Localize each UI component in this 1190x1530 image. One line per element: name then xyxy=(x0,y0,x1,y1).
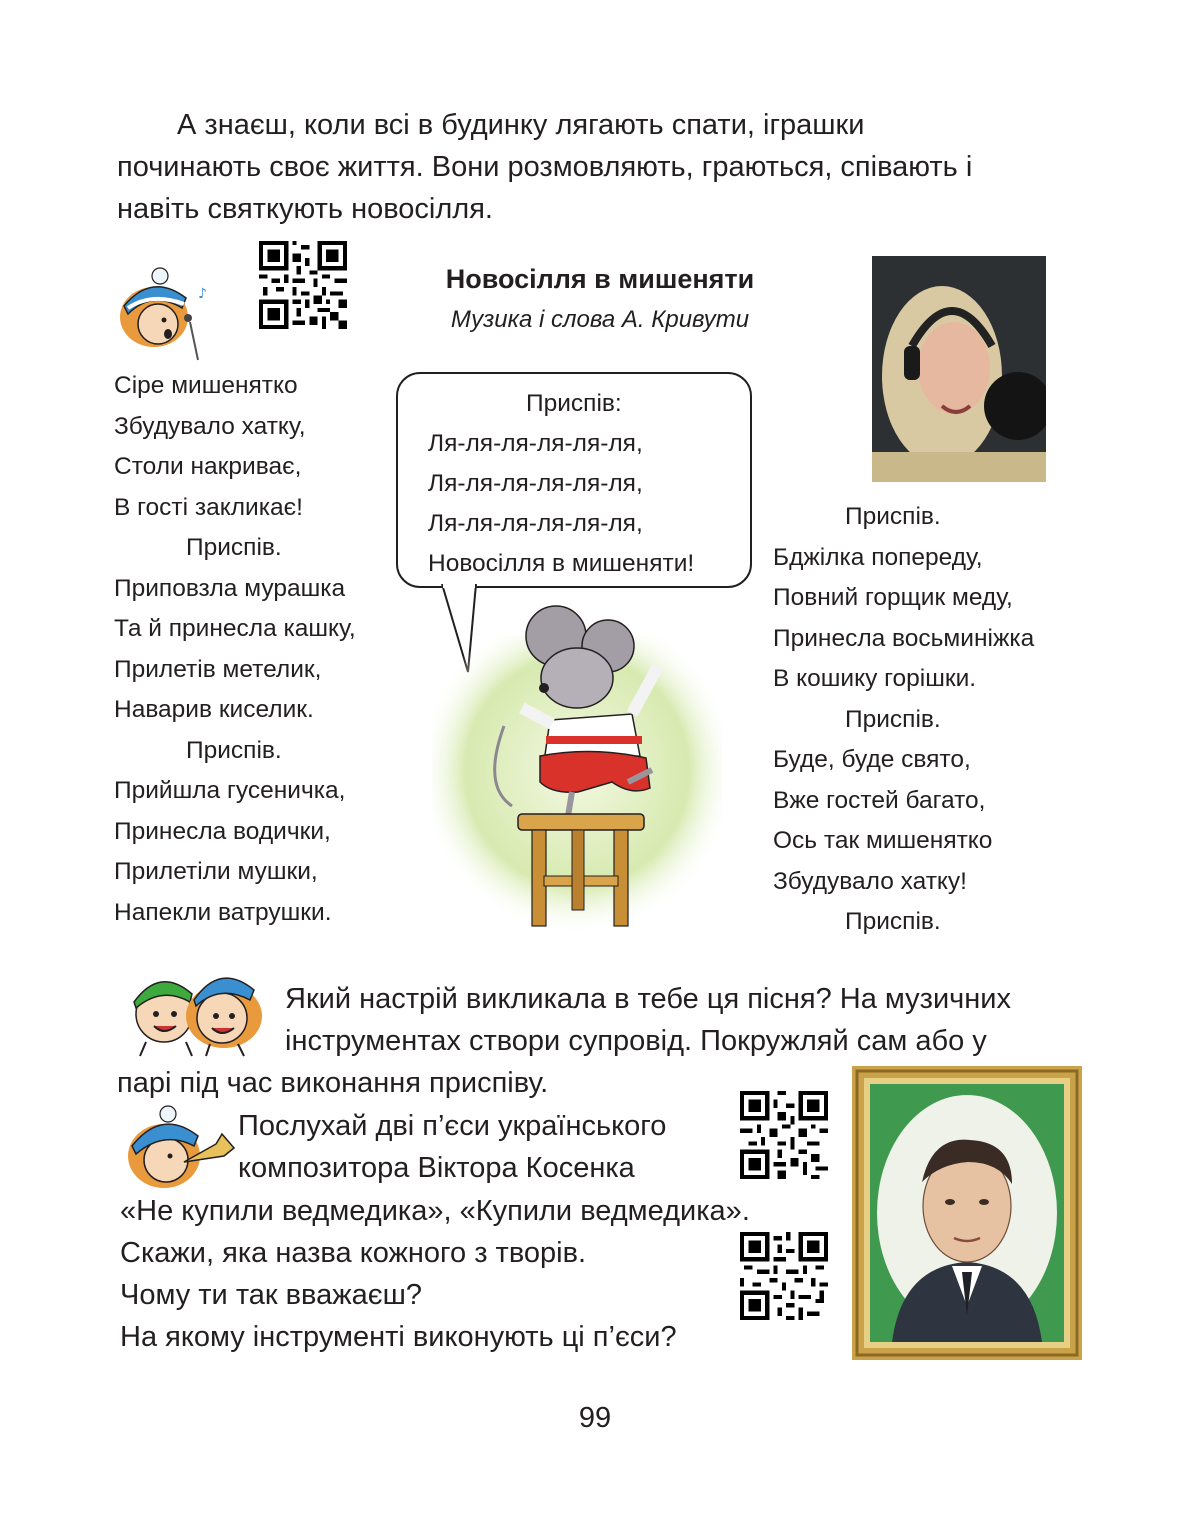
verse-line: Ось так мишенятко xyxy=(773,827,993,854)
verse-line: Вже гостей багато, xyxy=(773,786,986,814)
task2-line: Послухай дві п’єси українського xyxy=(238,1110,667,1142)
page-number: 99 xyxy=(578,1402,612,1434)
refrain-marker: Приспів. xyxy=(845,908,941,935)
svg-text:♪: ♪ xyxy=(198,286,207,302)
task1-line: інструментах створи супровід. Покружляй сам або у xyxy=(285,1025,987,1057)
qr-code-piece-2[interactable] xyxy=(740,1232,828,1320)
composer-portrait-frame xyxy=(852,1066,1082,1360)
child-trumpet-icon xyxy=(122,1104,236,1196)
verse-line: Наварив киселик. xyxy=(114,696,314,723)
verse-line: Збудувало хатку, xyxy=(114,412,306,440)
dancing-mouse-illustration xyxy=(432,596,722,936)
chorus-heading: Приспів: xyxy=(526,390,622,417)
verse-line: В кошику горішки. xyxy=(773,665,977,692)
refrain-marker: Приспів. xyxy=(845,705,941,733)
verse-line: Столи накриває, xyxy=(114,453,302,480)
task1-line: парі під час виконання приспіву. xyxy=(117,1067,549,1099)
song-subtitle: Музика і слова А. Кривути xyxy=(450,306,750,333)
intro-line: навіть святкують новосілля. xyxy=(117,193,493,225)
qr-code-piece-1[interactable] xyxy=(740,1091,828,1179)
verse-line: Буде, буде свято, xyxy=(773,746,971,773)
qr-code-song[interactable] xyxy=(259,241,347,329)
verse-line: Приповзла мурашка xyxy=(114,574,346,602)
refrain-marker: Приспів. xyxy=(186,534,282,561)
verse-line: Сіре мишенятко xyxy=(114,372,298,399)
intro-line: починають своє життя. Вони розмовляють, граються, співають і xyxy=(117,151,973,183)
verse-line: Прилетіли мушки, xyxy=(114,858,318,885)
singer-photo xyxy=(872,256,1046,482)
task2-line: Чому ти так вважаєш? xyxy=(120,1279,422,1311)
chorus-speech-bubble xyxy=(396,372,752,588)
verse-line: В гості закликає! xyxy=(114,493,303,521)
verse-line: Повний горщик меду, xyxy=(773,584,1013,611)
verse-line: Прийшла гусеничка, xyxy=(114,777,346,804)
task2-line: На якому інструменті виконують ці п’єси? xyxy=(120,1321,677,1353)
intro-paragraph xyxy=(117,104,1077,230)
chorus-line: Ля-ля-ля-ля-ля-ля, xyxy=(428,430,643,457)
two-children-icon xyxy=(116,962,272,1058)
chorus-line: Ля-ля-ля-ля-ля-ля, xyxy=(428,510,643,537)
refrain-marker: Приспів. xyxy=(845,503,941,530)
verse-line: Прилетів метелик, xyxy=(114,655,322,683)
refrain-marker: Приспів. xyxy=(186,736,282,764)
verse-line: Бджілка попереду, xyxy=(773,543,983,571)
verse-line: Та й принесла кашку, xyxy=(114,615,356,642)
verse-line: Принесла восьминіжка xyxy=(773,624,1035,652)
verses-right xyxy=(773,497,1034,943)
verse-line: Принесла водички, xyxy=(114,817,331,845)
chorus-line: Ля-ля-ля-ля-ля-ля, xyxy=(428,470,643,497)
chorus-line: Новосілля в мишеняти! xyxy=(428,550,695,577)
intro-line: А знаєш, коли всі в будинку лягають спати, іграшки xyxy=(177,109,865,141)
task2-line: «Не купили ведмедика», «Купили ведмедика». xyxy=(120,1195,750,1227)
task1-line: Який настрій викликала в тебе ця пісня? На музичних xyxy=(285,983,1011,1015)
song-title: Новосілля в мишеняти xyxy=(445,264,755,294)
verse-line: Збудувало хатку! xyxy=(773,867,967,895)
verse-line: Напекли ватрушки. xyxy=(114,898,332,926)
task2-line: композитора Віктора Косенка xyxy=(238,1152,635,1184)
task2-line: Скажи, яка назва кожного з творів. xyxy=(120,1237,587,1269)
singing-child-icon xyxy=(112,262,216,362)
verses-left xyxy=(114,366,356,933)
